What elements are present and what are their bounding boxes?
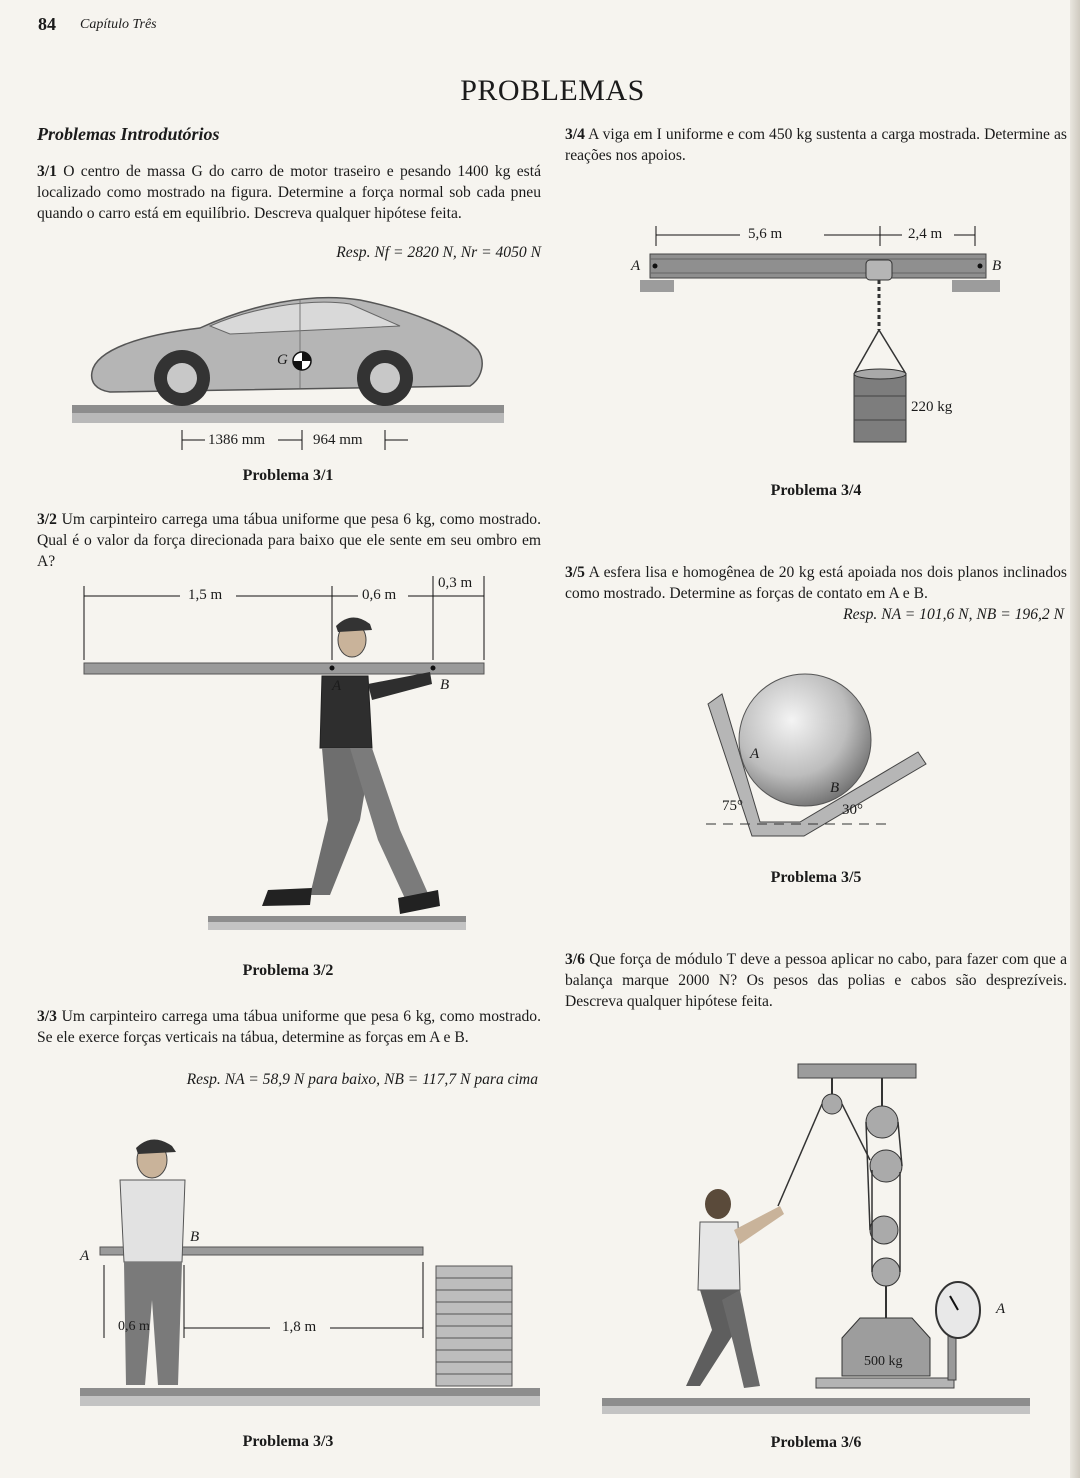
problem-3-5-answer: Resp. NA = 101,6 N, NB = 196,2 N bbox=[843, 606, 1064, 623]
problem-3-5-number: 3/5 bbox=[565, 564, 585, 581]
scale-platform bbox=[816, 1378, 954, 1388]
pulley-4 bbox=[870, 1216, 898, 1244]
mass-500kg: 500 kg bbox=[864, 1354, 903, 1369]
caption-3-1: Problema 3/1 bbox=[242, 467, 334, 484]
label-a: A bbox=[631, 258, 641, 274]
cable-pull bbox=[778, 1104, 822, 1206]
problem-3-3-number: 3/3 bbox=[37, 1008, 57, 1025]
person-arm bbox=[734, 1206, 784, 1244]
angle-75: 75° bbox=[722, 798, 743, 814]
pulley-3 bbox=[870, 1150, 902, 1182]
ceiling bbox=[798, 1064, 916, 1078]
dim-1-8: 1,8 m bbox=[282, 1319, 317, 1335]
problem-3-2-body: Um carpinteiro carrega uma tábua uniforme que pesa 6 kg, como mostrado. Qual é o valor da força direcionada para baixo que ele sente em seu ombro em A? bbox=[37, 511, 541, 570]
person-torso bbox=[698, 1222, 740, 1290]
label-b: B bbox=[830, 780, 840, 796]
caption-3-3: Problema 3/3 bbox=[242, 1433, 334, 1450]
problem-3-6-body: Que força de módulo T deve a pessoa aplicar no cabo, para fazer com que a balança marque 2000 N? Os pesos das polias e cabos são desprezíveis. Descreva qualquer hipótese feita. bbox=[565, 951, 1067, 1010]
problem-3-3-body: Um carpinteiro carrega uma tábua uniforme que pesa 6 kg, como mostrado. Se ele exerce forças verticais na tábua, determine as forças em A e B. bbox=[37, 1008, 541, 1046]
dim-964: 964 mm bbox=[313, 432, 363, 448]
page-number: 84 bbox=[38, 14, 56, 34]
dim-0-6: 0,6 m bbox=[362, 587, 397, 603]
dim-0-3: 0,3 m bbox=[438, 575, 473, 591]
caption-3-2: Problema 3/2 bbox=[242, 962, 334, 979]
caption-3-6: Problema 3/6 bbox=[770, 1434, 862, 1451]
problem-3-6-number: 3/6 bbox=[565, 951, 585, 968]
caption-3-4: Problema 3/4 bbox=[770, 482, 862, 499]
problem-3-1-number: 3/1 bbox=[37, 163, 57, 180]
problem-3-4-body: A viga em I uniforme e com 450 kg sustenta a carga mostrada. Determine as reações nos apoios. bbox=[565, 126, 1067, 164]
problem-3-3-answer: Resp. NA = 58,9 N para baixo, NB = 117,7 N para cima bbox=[186, 1071, 538, 1088]
dim-1386: 1386 mm bbox=[208, 432, 266, 448]
ground bbox=[602, 1398, 1030, 1406]
label-b: B bbox=[190, 1229, 200, 1245]
problem-3-2-number: 3/2 bbox=[37, 511, 57, 528]
caption-3-5: Problema 3/5 bbox=[770, 869, 862, 886]
dim-0-6: 0,6 m bbox=[118, 1319, 150, 1334]
dim-2-4: 2,4 m bbox=[908, 226, 943, 242]
label-a: A bbox=[332, 678, 342, 694]
label-b: B bbox=[440, 677, 450, 693]
label-a: A bbox=[750, 746, 760, 762]
problem-3-5-body: A esfera lisa e homogênea de 20 kg está apoiada nos dois planos inclinados como mostrado. Determine as forças de contato em A e B. bbox=[565, 564, 1067, 602]
label-g: G bbox=[277, 352, 288, 368]
pulley-5 bbox=[872, 1258, 900, 1286]
section-title: Problemas Introdutórios bbox=[37, 124, 220, 144]
dim-5-6: 5,6 m bbox=[748, 226, 783, 242]
problem-3-1-answer: Resp. Nf = 2820 N, Nr = 4050 N bbox=[336, 244, 541, 261]
problem-3-1-body: O centro de massa G do carro de motor traseiro e pesando 1400 kg está localizado como mostrado na figura. Determine a força normal sob cada pneu quando o carro está em equilíbrio. Descreva qualquer hipótese feita. bbox=[37, 163, 541, 222]
chapter-title: Capítulo Três bbox=[80, 17, 157, 32]
dim-1-5: 1,5 m bbox=[188, 587, 223, 603]
load-220kg: 220 kg bbox=[911, 399, 953, 415]
person-head bbox=[705, 1189, 731, 1219]
label-b: B bbox=[992, 258, 1002, 274]
pulley-1 bbox=[822, 1094, 842, 1114]
page-title: PROBLEMAS bbox=[460, 74, 645, 107]
pulley-2 bbox=[866, 1106, 898, 1138]
label-a: A bbox=[996, 1301, 1006, 1317]
problem-3-4-number: 3/4 bbox=[565, 126, 585, 143]
angle-30: 30° bbox=[842, 802, 863, 818]
label-a: A bbox=[80, 1248, 90, 1264]
